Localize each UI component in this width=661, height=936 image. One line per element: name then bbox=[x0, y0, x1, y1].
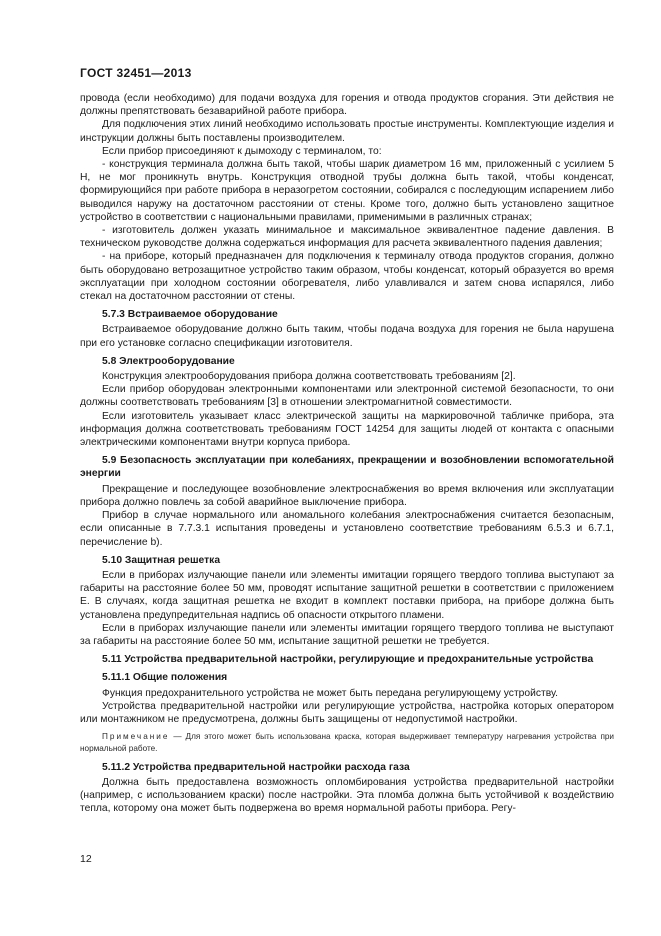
paragraph: Устройства предварительной настройки или регулирующие устройства, настройка которых оператором или монтажником не предусмотрена, должны быть защищены от недопустимой настройки. bbox=[80, 700, 614, 725]
section-heading-5-10: 5.10 Защитная решетка bbox=[102, 554, 221, 566]
list-item: - изготовитель должен указать минимальное и максимальное эквивалентное падение давления. В техническом руководстве должна содержаться информация для расчета эквивалентного падения давления; bbox=[80, 225, 614, 250]
section-heading-5-11-1: 5.11.1 Общие положения bbox=[102, 672, 228, 684]
list-item: - конструкция терминала должна быть такой, чтобы шарик диаметром 16 мм, приложенный с усилием 5 Н, не мог проникнуть внутрь. Конструкция отводной трубы должна быть такой, чтобы конденсат, формирующийся при работе прибора в неразогретом состоянии, собирался с последующим испарением либо выводился наружу на достаточном расстоянии от стены. Кроме того, должно быть установлено защитное устройство в соответствии с национальными правилами, применимыми в различных странах; bbox=[80, 159, 614, 223]
page-body bbox=[80, 92, 614, 815]
note-text: — Для этого может быть использована краска, которая выдерживает температуру нагревания устройства при нормальной работе. bbox=[80, 732, 614, 754]
list-item: - на приборе, который предназначен для подключения к терминалу отвода продуктов сгорания, должно быть оборудовано ветрозащитное устройство таким образом, чтобы конденсат, который образуется во время эксплуатации при холодном состоянии обогревателя, либо улавливался и затем снова испарялся, либо стекал на достаточном расстоянии от стены. bbox=[80, 251, 614, 303]
paragraph: Если изготовитель указывает класс электрической защиты на маркировочной табличке прибора, эта информация должна соответствовать требованиям ГОСТ 14254 для защиты людей от контакта с опасными электрическими компонентами внутри корпуса прибора. bbox=[80, 410, 614, 449]
paragraph: Если в приборах излучающие панели или элементы имитации горящего твердого топлива выступают за габариты на расстояние более 50 мм, проводят испытание защитной решетки в соответствии с приложением Е. В случаях, когда защитная решетка не входит в комплект поставки прибора, на приборе должна быть установлена предупредительная надпись об опасности открытого пламени. bbox=[80, 569, 614, 621]
section-heading-5-7-3: 5.7.3 Встраиваемое оборудование bbox=[102, 309, 278, 321]
paragraph: Прибор в случае нормального или аномального колебания электроснабжения считается безопасным, если описанные в 7.7.3.1 испытания проведены и установлено соответствие требованиям 6.5.3 и 6.7.1, перечисление b). bbox=[80, 510, 614, 548]
paragraph: Функция предохранительного устройства не может быть передана регулирующему устройству. bbox=[102, 687, 558, 699]
paragraph: Прекращение и последующее возобновление электроснабжения во время включения или эксплуатации прибора должно повлечь за собой аварийное выключение прибора. bbox=[80, 483, 614, 508]
page-number: 12 bbox=[80, 853, 92, 865]
section-heading-5-11-2: 5.11.2 Устройства предварительной настройки расхода газа bbox=[102, 761, 410, 773]
note-label: Примечание bbox=[102, 732, 170, 742]
paragraph: Если прибор оборудован электронными компонентами или электронной системой безопасности, то они должны соответствовать требованиям [3] в отношении электромагнитной совместимости. bbox=[80, 384, 614, 409]
paragraph: провода (если необходимо) для подачи воздуха для горения и отвода продуктов сгорания. Эти действия не должны препятствовать безаварийной работе прибора. bbox=[80, 93, 614, 118]
section-heading-5-8: 5.8 Электрооборудование bbox=[102, 355, 235, 367]
paragraph: Если прибор присоединяют к дымоходу с терминалом, то: bbox=[102, 145, 382, 157]
paragraph: Если в приборах излучающие панели или элементы имитации горящего твердого топлива не выступают за габариты на расстояние более 50 мм, испытание защитной решетки не требуется. bbox=[80, 622, 614, 647]
paragraph: Конструкция электрооборудования прибора должна соответствовать требованиям [2]. bbox=[102, 371, 516, 383]
paragraph: Для подключения этих линий необходимо использовать простые инструменты. Комплектующие изделия и инструкции должны быть поставлены производителем. bbox=[80, 119, 614, 144]
section-heading-5-9: 5.9 Безопасность эксплуатации при колебаниях, прекращении и возобновлении вспомогательной энергии bbox=[80, 455, 614, 480]
paragraph: Встраиваемое оборудование должно быть таким, чтобы подача воздуха для горения не была нарушена при его установке согласно спецификации изготовителя. bbox=[80, 324, 614, 349]
standard-header: ГОСТ 32451—2013 bbox=[80, 66, 192, 80]
section-heading-5-11: 5.11 Устройства предварительной настройки, регулирующие и предохранительные устройства bbox=[102, 654, 594, 666]
paragraph: Должна быть предоставлена возможность опломбирования устройства предварительной настройки (например, с использованием краски) после настройки. Эта пломба должна быть устойчивой к воздействию тепла, которому она может быть подвержена во время нормальной работы прибора. Регу- bbox=[80, 776, 614, 815]
note bbox=[80, 731, 614, 755]
